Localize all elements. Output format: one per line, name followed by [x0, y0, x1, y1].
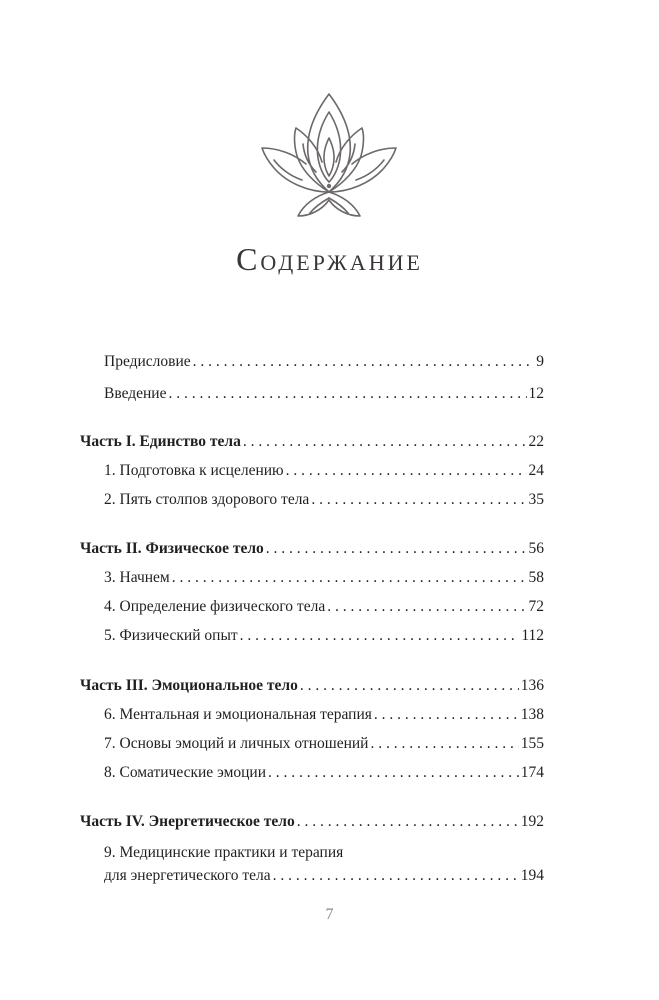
toc-entry-label: Часть IV. Энергетическое тело [80, 813, 295, 830]
toc-entry[interactable] [104, 763, 544, 783]
leader-dots [193, 352, 535, 372]
toc-entry-page: 9 [536, 353, 544, 370]
leader-dots [374, 705, 519, 725]
leader-dots [300, 676, 519, 696]
toc-entry-page: 174 [520, 764, 544, 781]
toc-entry[interactable] [104, 626, 544, 646]
toc-entry-label: 2. Пять столпов здорового тела [104, 491, 310, 508]
page-title: Содержание [236, 241, 423, 277]
toc-entry-label: Часть I. Единство тела [80, 433, 241, 450]
toc-entry[interactable] [104, 597, 544, 617]
toc-entry[interactable] [104, 490, 544, 510]
toc-entry[interactable] [104, 705, 544, 725]
leader-dots [286, 461, 527, 481]
toc-entry-label: 6. Ментальная и эмоциональная терапия [104, 706, 372, 723]
toc-entry-label: 4. Определение физического тела [104, 598, 326, 615]
toc-entry-label: 3. Начнем [104, 569, 170, 586]
toc-entry-label: 1. Подготовка к исцелению [104, 462, 284, 479]
leader-dots [243, 432, 527, 452]
toc-entry-label: 7. Основы эмоций и личных отношений [104, 735, 369, 752]
toc-entry[interactable] [104, 568, 544, 588]
toc-part-entry[interactable] [80, 539, 544, 559]
toc-entry-label-line1[interactable]: 9. Медицинские практики и терапия [104, 844, 344, 861]
leader-dots [311, 490, 526, 510]
toc-entry[interactable] [104, 352, 544, 372]
toc-entry-page: 58 [528, 569, 544, 586]
leader-dots [297, 812, 519, 832]
leader-dots [168, 384, 526, 404]
toc-entry-page: 72 [528, 598, 544, 615]
toc-part-entry[interactable] [80, 676, 544, 696]
toc-entry-label: Часть II. Физическое тело [80, 540, 264, 557]
toc-entry-page: 136 [520, 677, 544, 694]
toc-entry-label: Предисловие [104, 353, 191, 370]
toc-entry-label: 8. Соматические эмоции [104, 764, 267, 781]
toc-part-entry[interactable] [80, 432, 544, 452]
toc-entry-page: 35 [528, 491, 544, 508]
toc-entry-page: 112 [521, 627, 544, 644]
leader-dots [266, 539, 527, 559]
leader-dots [240, 626, 520, 646]
toc-entry-page: 24 [528, 462, 544, 479]
leader-dots [370, 734, 518, 754]
toc-entry[interactable] [104, 866, 544, 886]
toc-entry-label-line2: для энергетического тела [104, 867, 271, 884]
toc-entry-page: 138 [520, 706, 544, 723]
toc-entry[interactable] [104, 734, 544, 754]
leader-dots [273, 866, 519, 886]
toc-part-entry[interactable] [80, 812, 544, 832]
toc-entry[interactable] [104, 384, 544, 404]
toc-entry-label: Часть III. Эмоциональное тело [80, 677, 298, 694]
toc-entry-page: 22 [528, 433, 544, 450]
leader-dots [172, 568, 527, 588]
toc-entry-page: 12 [528, 385, 544, 402]
toc-entry-page: 155 [520, 735, 544, 752]
toc-entry-label: Введение [104, 385, 167, 402]
leader-dots [327, 597, 526, 617]
toc-entry-label: 5. Физический опыт [104, 627, 238, 644]
leader-dots [268, 763, 519, 783]
toc-entry[interactable] [104, 461, 544, 481]
page-number: 7 [325, 906, 334, 923]
toc-entry-page: 56 [528, 540, 544, 557]
toc-entry-page: 192 [520, 813, 544, 830]
toc-entry-page: 194 [520, 867, 544, 884]
